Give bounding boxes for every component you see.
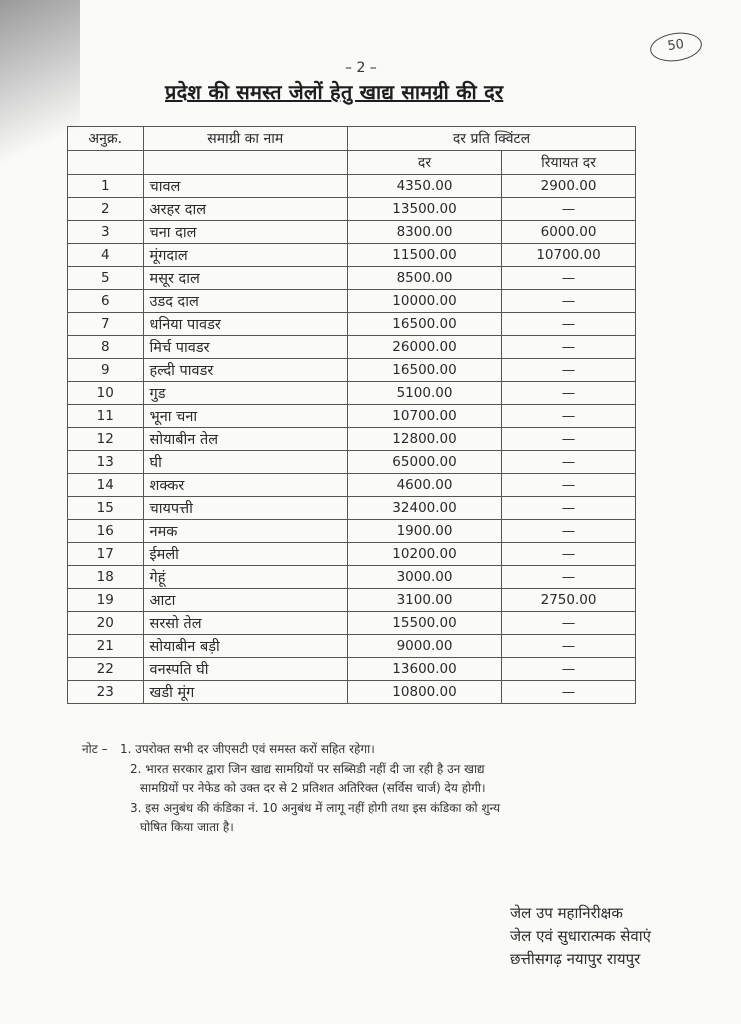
cell-rate: 10200.00 <box>347 543 501 566</box>
table-row <box>68 290 636 313</box>
signature-line-3: छत्तीसगढ़ नयापुर रायपुर <box>510 950 641 968</box>
cell-concession-rate: — <box>502 658 636 681</box>
table-row <box>68 359 636 382</box>
table-row <box>68 405 636 428</box>
signature-block <box>510 902 651 971</box>
cell-item-name: गेहूं <box>143 566 347 589</box>
cell-serial: 21 <box>68 635 144 658</box>
table-row <box>68 175 636 198</box>
cell-serial: 13 <box>68 451 144 474</box>
cell-serial: 1 <box>68 175 144 198</box>
cell-serial: 8 <box>68 336 144 359</box>
cell-item-name: चायपत्ती <box>143 497 347 520</box>
table-row <box>68 635 636 658</box>
cell-concession-rate: — <box>502 313 636 336</box>
header-concession-rate: रियायत दर <box>502 151 636 175</box>
cell-concession-rate: — <box>502 382 636 405</box>
note-1: 1. उपरोक्त सभी दर जीएसटी एवं समस्त करों सहित रहेगा। <box>120 742 375 756</box>
header-rate-per-quintal: दर प्रति क्विंटल <box>347 127 635 151</box>
cell-rate: 8300.00 <box>347 221 501 244</box>
cell-rate: 4600.00 <box>347 474 501 497</box>
cell-rate: 10700.00 <box>347 405 501 428</box>
cell-serial: 2 <box>68 198 144 221</box>
cell-concession-rate: — <box>502 681 636 704</box>
cell-rate: 4350.00 <box>347 175 501 198</box>
cell-rate: 3000.00 <box>347 566 501 589</box>
cell-concession-rate: — <box>502 612 636 635</box>
cell-item-name: भूना चना <box>143 405 347 428</box>
cell-item-name: धनिया पावडर <box>143 313 347 336</box>
header-serial: अनुक्र. <box>68 127 144 151</box>
cell-serial: 19 <box>68 589 144 612</box>
table-row <box>68 428 636 451</box>
cell-item-name: हल्दी पावडर <box>143 359 347 382</box>
cell-rate: 15500.00 <box>347 612 501 635</box>
cell-item-name: चावल <box>143 175 347 198</box>
cell-item-name: अरहर दाल <box>143 198 347 221</box>
cell-serial: 9 <box>68 359 144 382</box>
cell-rate: 10000.00 <box>347 290 501 313</box>
cell-item-name: सोयाबीन तेल <box>143 428 347 451</box>
table-row <box>68 244 636 267</box>
cell-concession-rate: 6000.00 <box>502 221 636 244</box>
table-row <box>68 612 636 635</box>
cell-item-name: सोयाबीन बड़ी <box>143 635 347 658</box>
table-row <box>68 474 636 497</box>
cell-rate: 16500.00 <box>347 359 501 382</box>
table-row <box>68 589 636 612</box>
cell-concession-rate: 2750.00 <box>502 589 636 612</box>
header-item-name: समाग्री का नाम <box>143 127 347 151</box>
cell-serial: 14 <box>68 474 144 497</box>
table-row <box>68 658 636 681</box>
table-row <box>68 198 636 221</box>
cell-item-name: शक्कर <box>143 474 347 497</box>
cell-serial: 3 <box>68 221 144 244</box>
cell-serial: 12 <box>68 428 144 451</box>
cell-serial: 6 <box>68 290 144 313</box>
cell-rate: 65000.00 <box>347 451 501 474</box>
header-row-1 <box>68 127 636 151</box>
cell-rate: 12800.00 <box>347 428 501 451</box>
cell-serial: 15 <box>68 497 144 520</box>
note-3-line-2: घोषित किया जाता है। <box>140 820 234 834</box>
cell-rate: 32400.00 <box>347 497 501 520</box>
cell-concession-rate: — <box>502 520 636 543</box>
cell-serial: 20 <box>68 612 144 635</box>
cell-serial: 5 <box>68 267 144 290</box>
cell-concession-rate: — <box>502 474 636 497</box>
signature-line-1: जेल उप महानिरीक्षक <box>510 904 623 922</box>
cell-rate: 8500.00 <box>347 267 501 290</box>
table-row <box>68 313 636 336</box>
cell-concession-rate: — <box>502 635 636 658</box>
table-row <box>68 497 636 520</box>
page-number: – 2 – <box>345 60 377 76</box>
cell-concession-rate: — <box>502 451 636 474</box>
rates-table-body <box>68 175 636 704</box>
cell-rate: 11500.00 <box>347 244 501 267</box>
cell-item-name: सरसो तेल <box>143 612 347 635</box>
header-serial-blank <box>68 151 144 175</box>
cell-rate: 26000.00 <box>347 336 501 359</box>
cell-concession-rate: — <box>502 405 636 428</box>
cell-concession-rate: 2900.00 <box>502 175 636 198</box>
cell-concession-rate: — <box>502 497 636 520</box>
table-row <box>68 566 636 589</box>
table-row <box>68 681 636 704</box>
cell-rate: 16500.00 <box>347 313 501 336</box>
cell-concession-rate: — <box>502 290 636 313</box>
cell-concession-rate: — <box>502 198 636 221</box>
cell-rate: 3100.00 <box>347 589 501 612</box>
cell-serial: 11 <box>68 405 144 428</box>
table-row <box>68 267 636 290</box>
cell-serial: 10 <box>68 382 144 405</box>
header-rate: दर <box>347 151 501 175</box>
cell-concession-rate: — <box>502 336 636 359</box>
cell-item-name: उडद दाल <box>143 290 347 313</box>
table-row <box>68 382 636 405</box>
cell-concession-rate: — <box>502 566 636 589</box>
cell-serial: 7 <box>68 313 144 336</box>
header-row-2 <box>68 151 636 175</box>
notes-label: नोट – <box>82 742 108 756</box>
cell-item-name: चना दाल <box>143 221 347 244</box>
document-title: प्रदेश की समस्त जेलों हेतु खाद्य सामग्री की दर <box>165 80 504 104</box>
cell-item-name: खडी मूंग <box>143 681 347 704</box>
cell-rate: 13600.00 <box>347 658 501 681</box>
cell-concession-rate: — <box>502 543 636 566</box>
cell-serial: 4 <box>68 244 144 267</box>
note-2-line-1: 2. भारत सरकार द्वारा जिन खाद्य सामग्रियों पर सब्सिडी नहीं दी जा रही है उन खाद्य <box>130 762 485 776</box>
note-3-line-1: 3. इस अनुबंध की कंडिका नं. 10 अनुबंध में लागू नहीं होगी तथा इस कंडिका को शुन्य <box>130 801 501 815</box>
cell-concession-rate: — <box>502 267 636 290</box>
cell-item-name: गुड <box>143 382 347 405</box>
cell-serial: 22 <box>68 658 144 681</box>
cell-rate: 1900.00 <box>347 520 501 543</box>
cell-concession-rate: — <box>502 359 636 382</box>
cell-serial: 17 <box>68 543 144 566</box>
cell-serial: 18 <box>68 566 144 589</box>
cell-rate: 9000.00 <box>347 635 501 658</box>
cell-item-name: मिर्च पावडर <box>143 336 347 359</box>
header-name-blank <box>143 151 347 175</box>
cell-rate: 13500.00 <box>347 198 501 221</box>
signature-line-2: जेल एवं सुधारात्मक सेवाएं <box>510 927 651 945</box>
cell-rate: 5100.00 <box>347 382 501 405</box>
cell-item-name: नमक <box>143 520 347 543</box>
cell-item-name: घी <box>143 451 347 474</box>
cell-item-name: मूंगदाल <box>143 244 347 267</box>
page-stamp: 50 <box>648 30 703 65</box>
cell-serial: 16 <box>68 520 144 543</box>
cell-item-name: मसूर दाल <box>143 267 347 290</box>
cell-item-name: आटा <box>143 589 347 612</box>
table-row <box>68 221 636 244</box>
cell-item-name: वनस्पति घी <box>143 658 347 681</box>
cell-item-name: ईमली <box>143 543 347 566</box>
table-row <box>68 451 636 474</box>
rates-table <box>67 126 636 704</box>
cell-concession-rate: — <box>502 428 636 451</box>
note-2-line-2: सामग्रियों पर नेफेड को उक्त दर से 2 प्रतिशत अतिरिक्त (सर्विस चार्ज) देय होगी। <box>140 781 486 795</box>
cell-concession-rate: 10700.00 <box>502 244 636 267</box>
table-row <box>68 336 636 359</box>
cell-rate: 10800.00 <box>347 681 501 704</box>
table-row <box>68 520 636 543</box>
cell-serial: 23 <box>68 681 144 704</box>
table-row <box>68 543 636 566</box>
